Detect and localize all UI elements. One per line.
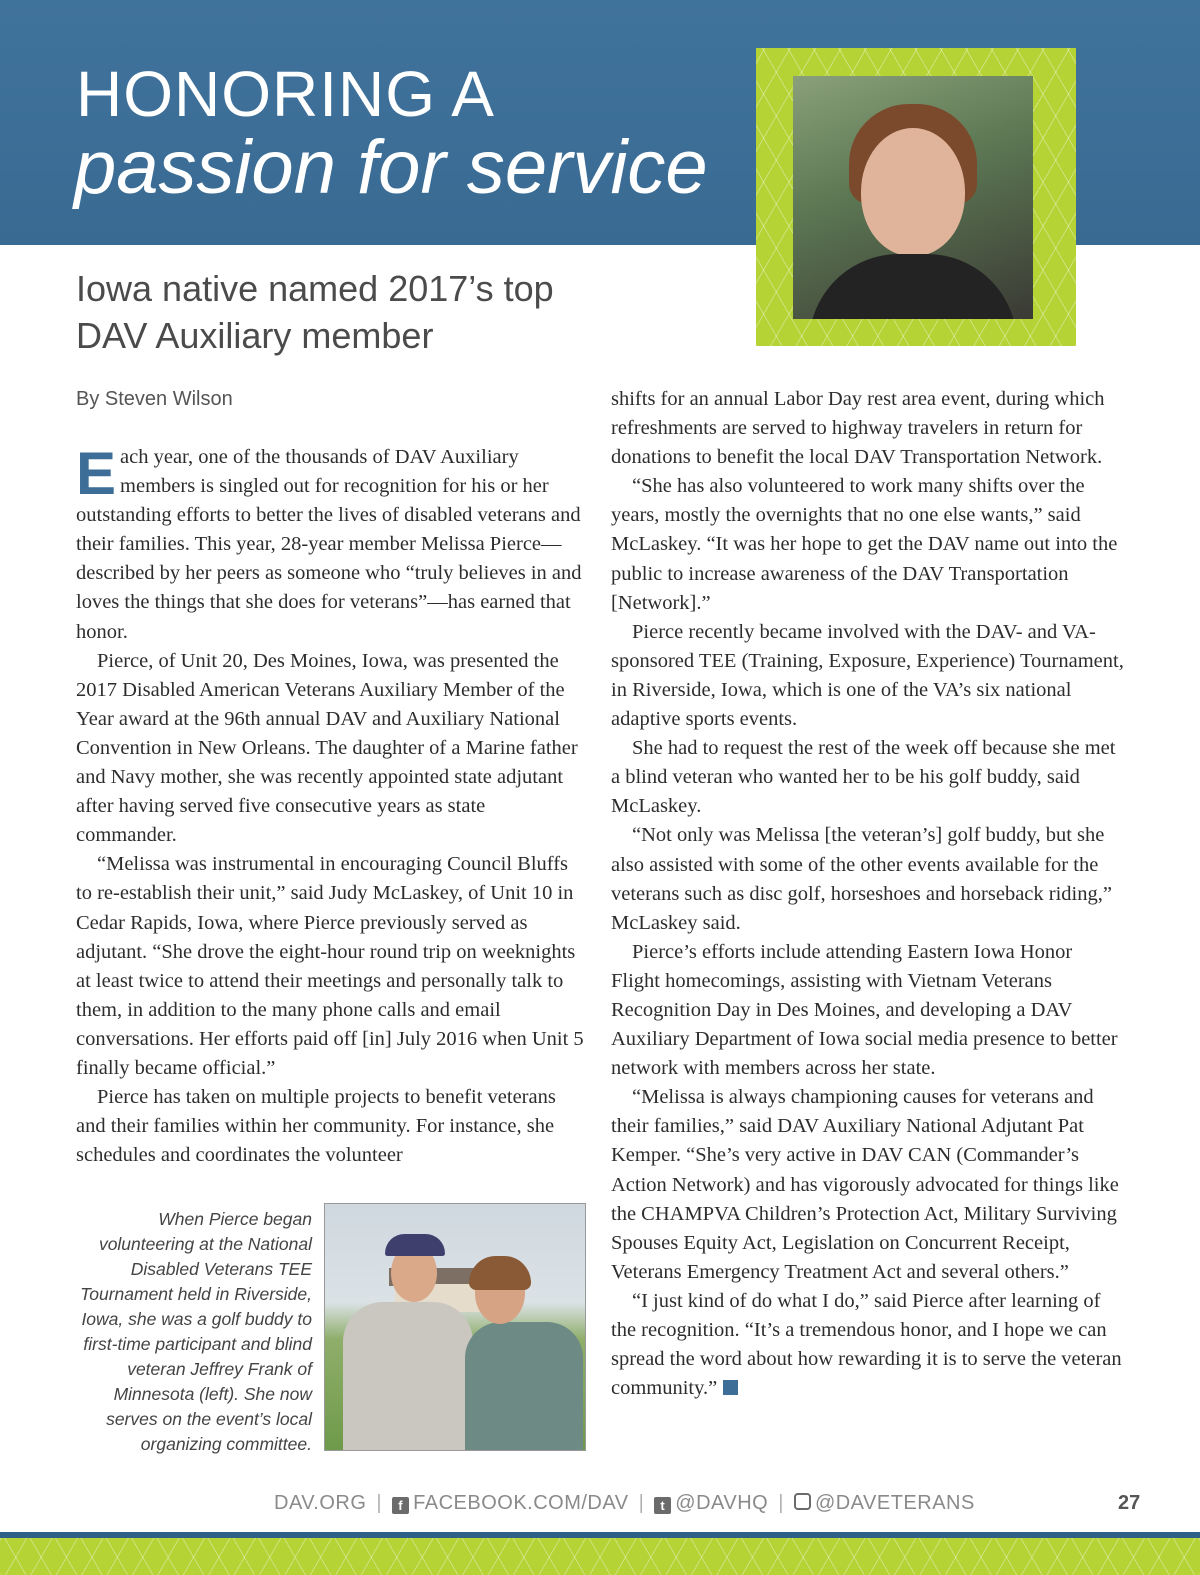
byline: By Steven Wilson (76, 388, 233, 410)
subtitle-line-2: DAV Auxiliary member (76, 315, 434, 356)
title-line-2: passion for service (74, 125, 708, 210)
paragraph: shifts for an annual Labor Day rest area event, during which refreshments are served to highway travelers in return for donations to benefit the local DAV Transportation Network. (611, 388, 1105, 469)
subtitle-line-1: Iowa native named 2017’s top (76, 268, 554, 309)
page-footer (0, 1490, 1200, 1520)
photo-caption: When Pierce began volunteering at the National Disabled Veterans TEE Tournament held in Riverside, Iowa, she was a golf buddy to first-time participant and blind veteran Jeffrey Frank of Minnesota (left). She now serves on the event’s local organizing committee. (80, 1209, 312, 1454)
portrait-frame (756, 48, 1076, 346)
separator: | (778, 1492, 784, 1514)
article-column-right (611, 385, 1126, 1403)
instagram-icon (794, 1493, 811, 1510)
paragraph: Pierce, of Unit 20, Des Moines, Iowa, was presented the 2017 Disabled American Veterans Auxiliary Member of the Year award at the 96th annual DAV and Auxiliary National Convention in New Orleans. The daughter of a Marine father and Navy mother, she was recently appointed state adjutant after having served five consecutive years as state commander. (76, 649, 578, 847)
paragraph: “She has also volunteered to work many shifts over the years, mostly the overnights that no one else wants,” said McLaskey. “It was her hope to get the DAV name out into the public to increase awareness of the DAV Transportation [Network].” (611, 475, 1118, 614)
paragraph: Pierce’s efforts include attending Eastern Iowa Honor Flight homecomings, assisting with Vietnam Veterans Recognition Day in Des Moines, and developing a DAV Auxiliary Department of Iowa social media presence to better network with members across her state. (611, 940, 1118, 1080)
separator: | (376, 1492, 383, 1514)
page-number: 27 (1118, 1492, 1141, 1514)
footer-links (274, 1492, 975, 1515)
title-line-1: HONORING A (76, 58, 495, 130)
paragraph: “Melissa was instrumental in encouraging Council Bluffs to re-establish their unit,” said Judy McLaskey, of Unit 10 in Cedar Rapids, Iowa, where Pierce previously served as adjutant. “She drove the eight-hour round trip on weeknights at least twice to attend their meetings and personally talk to them, in addition to the many phone calls and email conversations. Her efforts paid off [in] July 2016 when Unit 5 finally became official.” (76, 853, 584, 1079)
paragraph: She had to request the rest of the week off because she met a blind veteran who wanted her to be his golf buddy, said McLaskey. (611, 737, 1116, 818)
facebook-icon: f (392, 1497, 409, 1514)
bottom-band-line (0, 1532, 1200, 1538)
site-link[interactable]: DAV.ORG (274, 1492, 367, 1514)
facebook-link[interactable]: FACEBOOK.COM/DAV (413, 1492, 629, 1514)
paragraph: “Not only was Melissa [the veteran’s] golf buddy, but she also assisted with some of the other events available for the veterans such as disc golf, horseshoes and horseback riding,” McLaskey said. (611, 824, 1112, 934)
instagram-link[interactable]: @DAVETERANS (814, 1492, 975, 1514)
article-column-left (76, 440, 588, 1170)
golf-photo (325, 1204, 585, 1450)
paragraph: Pierce has taken on multiple projects to benefit veterans and their families within her community. For instance, she schedules and coordinates the volunteer (76, 1086, 556, 1167)
paragraph: Pierce recently became involved with the DAV- and VA-sponsored TEE (Training, Exposure, Experience) Tournament, in Riverside, Iowa, which is one of the VA’s six national adaptive sports events. (611, 620, 1124, 731)
paragraph: “Melissa is always championing causes for veterans and their families,” said DAV Auxiliary National Adjutant Pat Kemper. “She’s very active in DAV CAN (Commander’s Action Network) and has vigorously advocated for things like the CHAMPVA Children’s Protection Act, Military Surviving Spouses Equity Act, Legislation on Concurrent Receipt, Veterans Emergency Treatment Act and several others.” (611, 1086, 1119, 1283)
twitter-link[interactable]: @DAVHQ (675, 1492, 769, 1514)
paragraph: “I just kind of do what I do,” said Pierce after learning of the recognition. “It’s a tremendous honor, and I hope we can spread the word about how rewarding it is to serve the veteran community.” (611, 1289, 1122, 1400)
end-mark-icon (723, 1380, 738, 1395)
separator: | (638, 1492, 645, 1514)
drop-cap: E (76, 440, 117, 507)
paragraph: Each year, one of the thousands of DAV Auxiliary members is singled out for recognition for his or her outstanding efforts to better the lives of disabled veterans and their families. This year, 28-year member Melissa Pierce—described by her peers as someone who “truly believes in and loves the things that she does for veterans”—has earned that honor. (76, 440, 582, 643)
portrait-photo (793, 76, 1033, 319)
twitter-icon: t (654, 1497, 671, 1514)
article-subtitle (76, 265, 716, 359)
bottom-decorative-band (0, 1532, 1200, 1575)
